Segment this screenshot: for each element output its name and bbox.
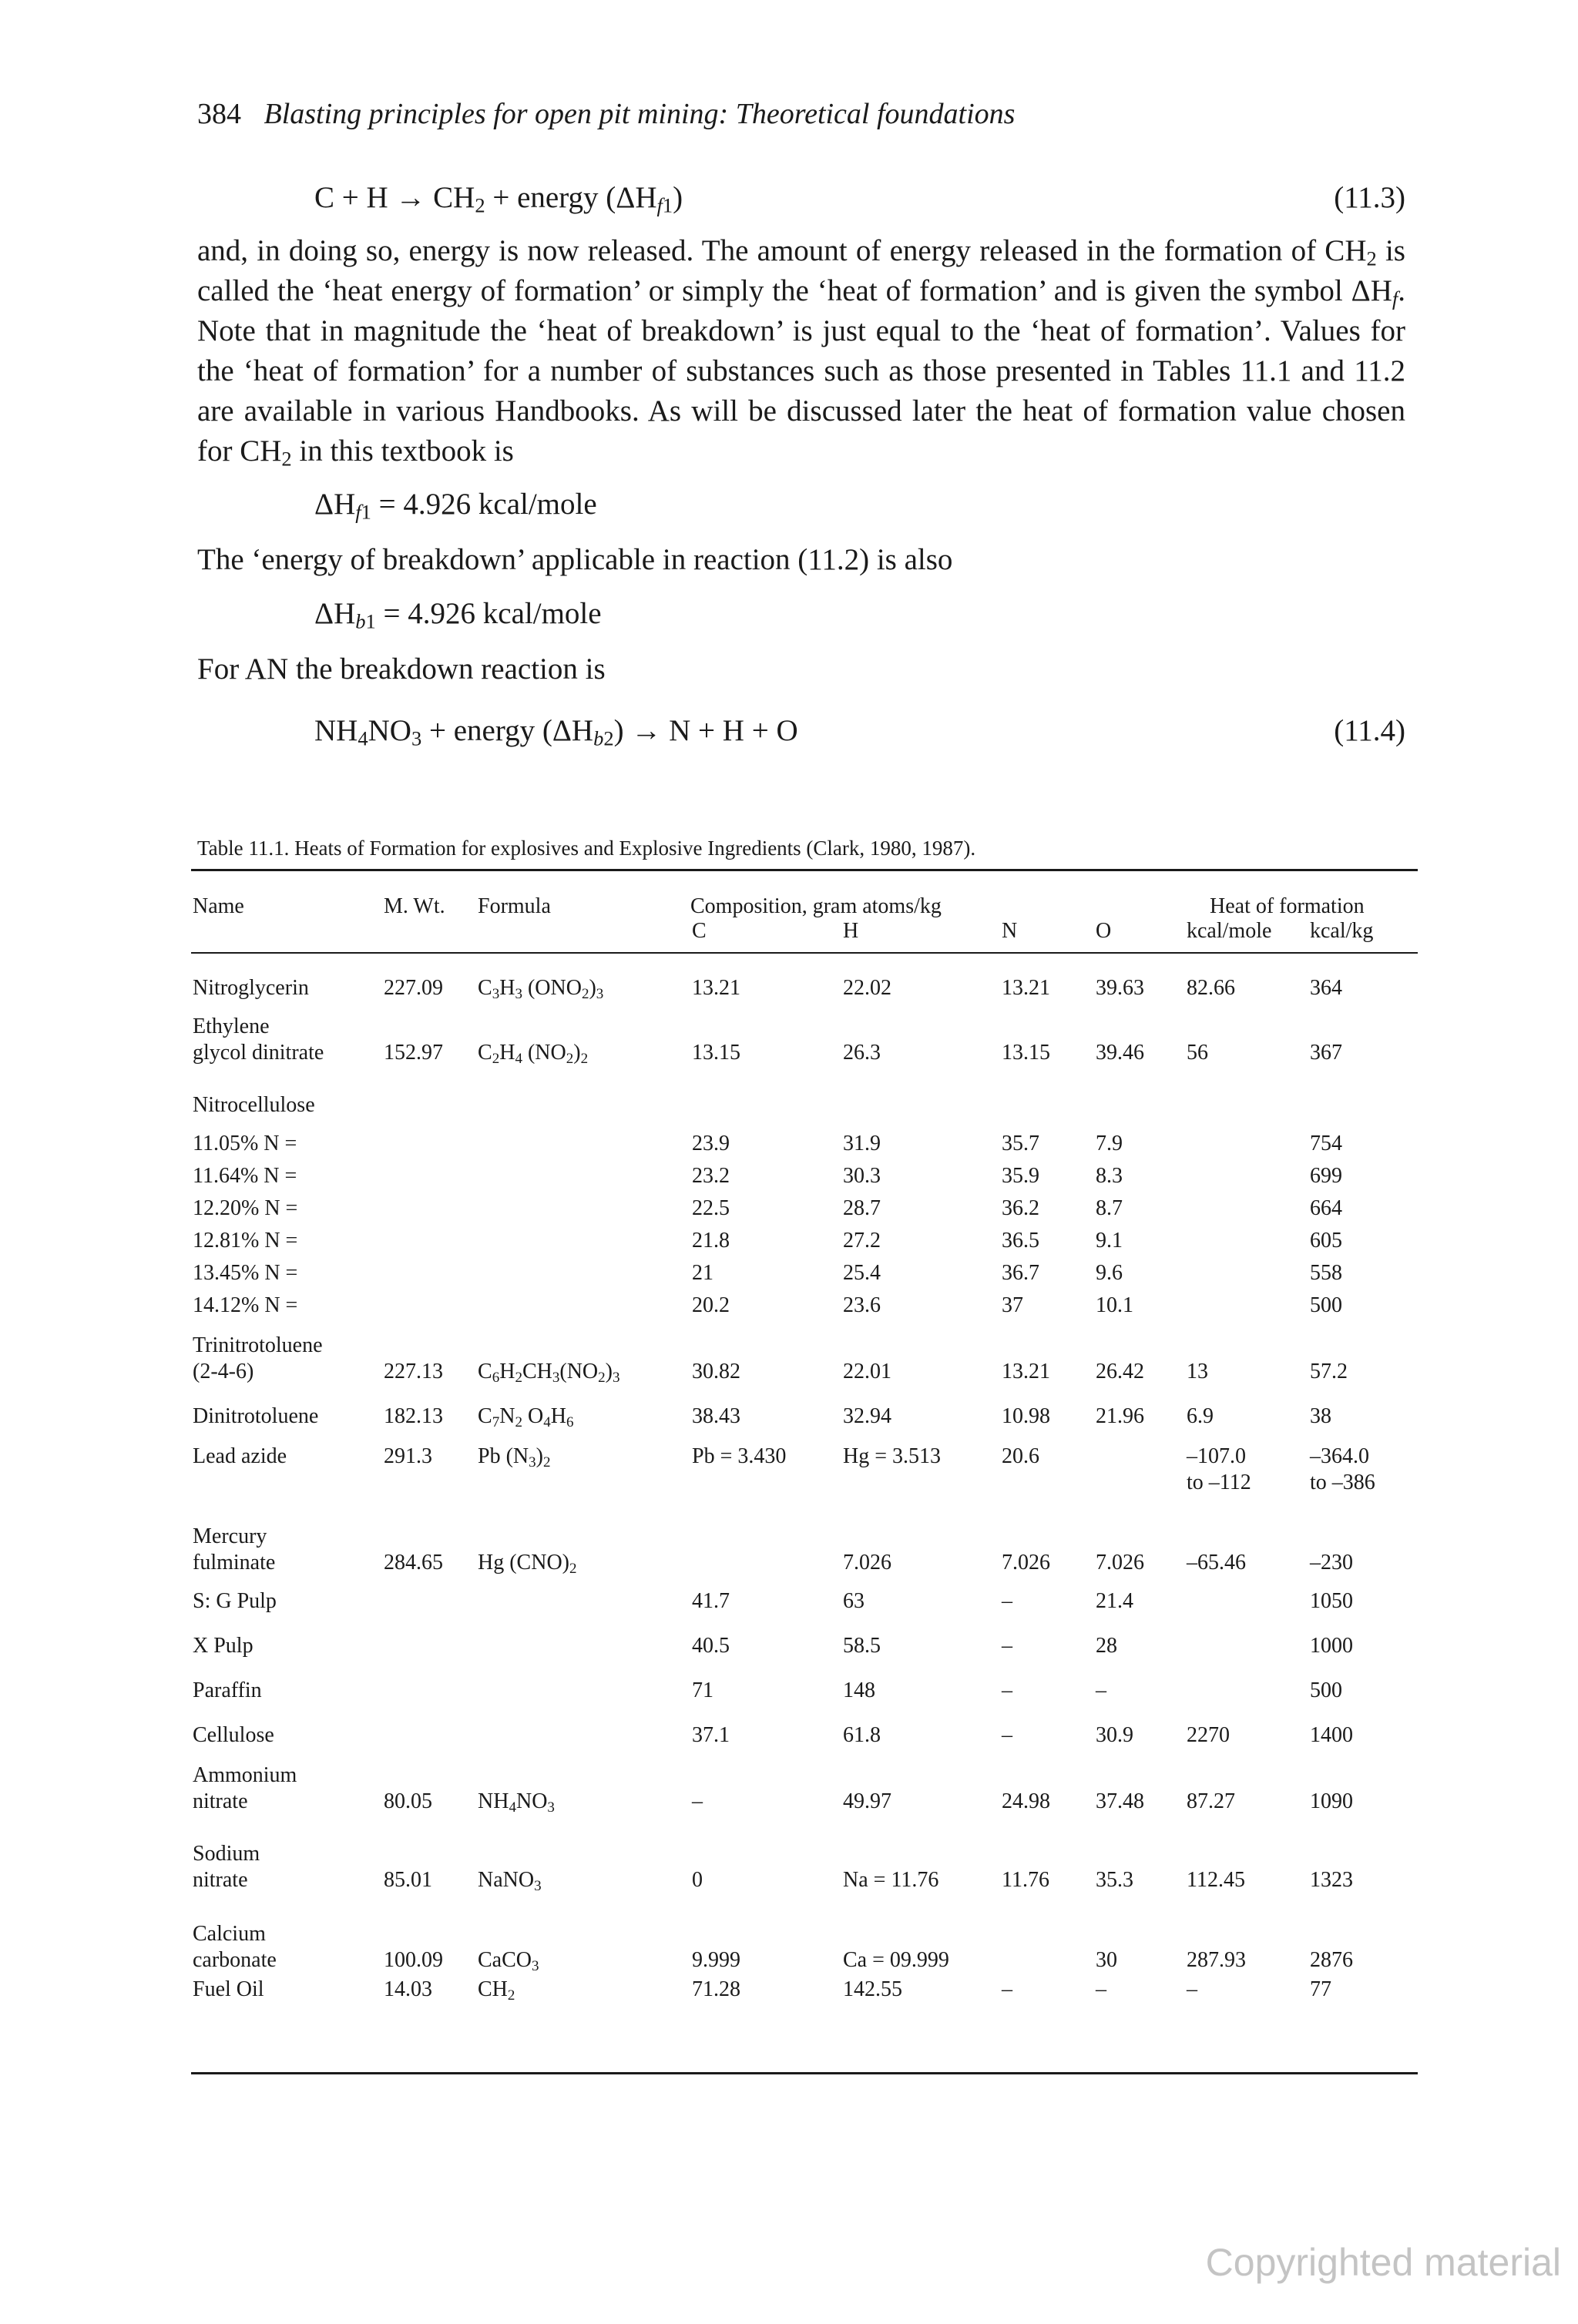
cell-h: 49.97	[843, 1789, 891, 1813]
cell-name: X Pulp	[193, 1634, 253, 1658]
cell-name: Calcium	[193, 1922, 266, 1946]
cell-name: 12.20% N =	[193, 1196, 298, 1220]
cell-name: Ammonium	[193, 1763, 297, 1787]
cell-mwt: 284.65	[384, 1551, 443, 1574]
cell-h: 61.8	[843, 1723, 881, 1747]
equation-heat-of-formation: $\Delta H_{f1} = 4.926$ kcal/mole	[314, 488, 597, 524]
cell-kkg: 57.2	[1310, 1360, 1348, 1383]
cell-n: 20.6	[1002, 1444, 1039, 1468]
cell-o: 9.1	[1096, 1229, 1123, 1253]
cell-formula: Pb $(N_3)_2$	[478, 1444, 551, 1471]
header-c: C	[692, 919, 707, 943]
header-heat-of-formation: Heat of formation	[1210, 894, 1365, 918]
cell-kmol: 112.45	[1187, 1868, 1245, 1892]
cell-formula: CaCO$_3$	[478, 1948, 539, 1974]
cell-h: 22.02	[843, 976, 891, 1000]
cell-kkg: 367	[1310, 1041, 1342, 1065]
cell-mwt: 100.09	[384, 1948, 443, 1972]
cell-o: 30	[1096, 1948, 1117, 1972]
cell-h: 22.01	[843, 1360, 891, 1383]
cell-h: 23.6	[843, 1293, 881, 1317]
cell-o: 7.026	[1096, 1551, 1144, 1574]
cell-c: 37.1	[692, 1723, 730, 1747]
cell-mwt: 227.13	[384, 1360, 443, 1383]
cell-c: 41.7	[692, 1589, 730, 1613]
cell-name: 13.45% N =	[193, 1261, 298, 1285]
cell-formula: $C_7N_2$ $O_4H_6$	[478, 1404, 574, 1430]
body-paragraph: and, in doing so, energy is now released. The amount of energy released in the formation of $CH_2$ is called the ‘heat energy of formation’ or simply the ‘heat of formation’ and is given the symbol $\Delta H_f$. Note that in magnitude the ‘heat of breakdown’ is just equal to the ‘heat of formation’. Values for the ‘heat of formation’ for a number of substances such as those presented in Tables 11.1 and 11.2 are available in various Handbooks. As will be discussed later the heat of formation value chosen for $CH_2$ in this textbook is	[197, 234, 1405, 471]
cell-n: 35.7	[1002, 1132, 1039, 1155]
cell-n: 7.026	[1002, 1551, 1050, 1574]
cell-kkg: 77	[1310, 1977, 1331, 2001]
cell-c: 71	[692, 1678, 713, 1702]
cell-o: 37.48	[1096, 1789, 1144, 1813]
cell-name: Fuel Oil	[193, 1977, 264, 2001]
cell-o: 9.6	[1096, 1261, 1123, 1285]
header-composition: Composition, gram atoms/kg	[690, 894, 942, 918]
cell-n: 13.15	[1002, 1041, 1050, 1065]
cell-name: 11.05% N =	[193, 1132, 297, 1155]
cell-o: 26.42	[1096, 1360, 1144, 1383]
cell-n: –	[1002, 1589, 1012, 1613]
cell-o: 30.9	[1096, 1723, 1133, 1747]
cell-n: –	[1002, 1977, 1012, 2001]
equation-11-3-label: (11.3)	[1334, 181, 1405, 214]
cell-c: 71.28	[692, 1977, 740, 2001]
cell-name: Mercury	[193, 1524, 267, 1548]
header-formula: Formula	[478, 894, 551, 918]
equation-11-4-label: (11.4)	[1334, 714, 1405, 747]
cell-kkg: 605	[1310, 1229, 1342, 1253]
cell-name: Lead azide	[193, 1444, 287, 1468]
cell-kkg: 1090	[1310, 1789, 1353, 1813]
cell-c: 13.21	[692, 976, 740, 1000]
table-caption: Table 11.1. Heats of Formation for explosives and Explosive Ingredients (Clark, 1980, 1987).	[197, 837, 976, 860]
cell-kkg: to –386	[1310, 1471, 1375, 1494]
cell-n: 37	[1002, 1293, 1023, 1317]
cell-n: –	[1002, 1723, 1012, 1747]
cell-h: 25.4	[843, 1261, 881, 1285]
cell-o: 10.1	[1096, 1293, 1133, 1317]
cell-n: 13.21	[1002, 976, 1050, 1000]
cell-kmol: –107.0	[1187, 1444, 1246, 1468]
cell-kkg: –364.0	[1310, 1444, 1369, 1468]
header-mwt: M. Wt.	[384, 894, 445, 918]
cell-n: 11.76	[1002, 1868, 1049, 1892]
cell-kkg: 754	[1310, 1132, 1342, 1155]
cell-n: 35.9	[1002, 1164, 1039, 1188]
cell-c: 22.5	[692, 1196, 730, 1220]
cell-kkg: 699	[1310, 1164, 1342, 1188]
cell-c: 38.43	[692, 1404, 740, 1428]
cell-h: Ca = 09.999	[843, 1948, 949, 1972]
cell-h: 26.3	[843, 1041, 881, 1065]
cell-formula: $C_6H_2CH_3(NO_2)_3$	[478, 1360, 620, 1386]
cell-kkg: 500	[1310, 1293, 1342, 1317]
cell-n: 24.98	[1002, 1789, 1050, 1813]
cell-formula: $NH_4NO_3$	[478, 1789, 555, 1816]
cell-formula: Hg $(CNO)_2$	[478, 1551, 577, 1577]
cell-h: 148	[843, 1678, 875, 1702]
cell-h: 32.94	[843, 1404, 891, 1428]
cell-c: 40.5	[692, 1634, 730, 1658]
cell-name: Cellulose	[193, 1723, 274, 1747]
cell-c: 21.8	[692, 1229, 730, 1253]
cell-o: 21.4	[1096, 1589, 1133, 1613]
cell-mwt: 182.13	[384, 1404, 443, 1428]
header-h: H	[843, 919, 859, 943]
cell-h: 31.9	[843, 1132, 881, 1155]
cell-name: 12.81% N =	[193, 1229, 298, 1253]
cell-c: 23.9	[692, 1132, 730, 1155]
cell-o: –	[1096, 1678, 1106, 1702]
watermark: Copyrighted material	[1205, 2241, 1561, 2284]
cell-h: Hg = 3.513	[843, 1444, 942, 1468]
cell-o: 35.3	[1096, 1868, 1133, 1892]
cell-name: Sodium	[193, 1842, 260, 1866]
cell-name: S: G Pulp	[193, 1589, 277, 1613]
equation-heat-of-breakdown: $\Delta H_{b1} = 4.926$ kcal/mole	[314, 597, 602, 633]
cell-h: Na = 11.76	[843, 1868, 939, 1892]
cell-o: 39.46	[1096, 1041, 1144, 1065]
cell-o: 39.63	[1096, 976, 1144, 1000]
cell-h: 7.026	[843, 1551, 891, 1574]
table-bottom-rule	[191, 2072, 1418, 2074]
header-kcal-mole: kcal/mole	[1187, 919, 1272, 943]
cell-name: glycol dinitrate	[193, 1041, 324, 1065]
cell-kkg: 558	[1310, 1261, 1342, 1285]
table-header-rule	[191, 952, 1418, 954]
cell-formula: $C_3H_3$ $(ONO_2)_3$	[478, 976, 604, 1002]
equation-11-3: $C + H \to CH_2$ + energy $(\Delta H_{f1})$	[314, 181, 683, 217]
cell-o: 7.9	[1096, 1132, 1123, 1155]
cell-mwt: 152.97	[384, 1041, 443, 1065]
cell-mwt: 80.05	[384, 1789, 432, 1813]
cell-kkg: 1323	[1310, 1868, 1353, 1892]
cell-c: 20.2	[692, 1293, 730, 1317]
cell-name: Paraffin	[193, 1678, 262, 1702]
cell-name: Nitrocellulose	[193, 1093, 315, 1117]
cell-formula: $C_2H_4$ $(NO_2)_2$	[478, 1041, 589, 1067]
cell-name: carbonate	[193, 1948, 277, 1972]
cell-formula: NaNO$_3$	[478, 1868, 542, 1894]
cell-name: 11.64% N =	[193, 1164, 297, 1188]
cell-name: Trinitrotoluene	[193, 1333, 323, 1357]
cell-name: (2-4-6)	[193, 1360, 254, 1383]
cell-n: –	[1002, 1634, 1012, 1658]
cell-kmol: 87.27	[1187, 1789, 1235, 1813]
text-energy-of-breakdown: The ‘energy of breakdown’ applicable in reaction (11.2) is also	[197, 543, 953, 576]
cell-mwt: 291.3	[384, 1444, 432, 1468]
cell-c: Pb = 3.430	[692, 1444, 787, 1468]
equation-11-4: $NH_4NO_3$ + energy $(\Delta H_{b2}) \to N + H + O$	[314, 714, 798, 750]
cell-kkg: 38	[1310, 1404, 1331, 1428]
cell-kmol: to –112	[1187, 1471, 1251, 1494]
cell-h: 27.2	[843, 1229, 881, 1253]
cell-c: 13.15	[692, 1041, 740, 1065]
cell-n: –	[1002, 1678, 1012, 1702]
cell-name: fulminate	[193, 1551, 276, 1574]
cell-o: 8.7	[1096, 1196, 1123, 1220]
text-an-breakdown: For AN the breakdown reaction is	[197, 652, 606, 686]
cell-h: 58.5	[843, 1634, 881, 1658]
cell-kkg: –230	[1310, 1551, 1353, 1574]
cell-n: 36.7	[1002, 1261, 1039, 1285]
cell-kmol: 6.9	[1187, 1404, 1214, 1428]
running-header	[197, 97, 1015, 131]
running-title: Blasting principles for open pit mining: Theoretical foundations	[264, 98, 1016, 130]
cell-mwt: 227.09	[384, 976, 443, 1000]
header-o: O	[1096, 919, 1112, 943]
table-top-rule	[191, 869, 1418, 871]
cell-name: Dinitrotoluene	[193, 1404, 319, 1428]
cell-n: 13.21	[1002, 1360, 1050, 1383]
cell-kmol: 2270	[1187, 1723, 1230, 1747]
cell-mwt: 85.01	[384, 1868, 432, 1892]
cell-h: 28.7	[843, 1196, 881, 1220]
cell-kmol: 287.93	[1187, 1948, 1246, 1972]
cell-kmol: 82.66	[1187, 976, 1235, 1000]
cell-c: 30.82	[692, 1360, 740, 1383]
header-kcal-kg: kcal/kg	[1310, 919, 1374, 943]
cell-kkg: 1050	[1310, 1589, 1353, 1613]
cell-kkg: 2876	[1310, 1948, 1353, 1972]
cell-kkg: 500	[1310, 1678, 1342, 1702]
cell-o: 28	[1096, 1634, 1117, 1658]
cell-n: 36.5	[1002, 1229, 1039, 1253]
cell-o: 21.96	[1096, 1404, 1144, 1428]
header-name: Name	[193, 894, 244, 918]
cell-c: –	[692, 1789, 703, 1813]
cell-o: 8.3	[1096, 1164, 1123, 1188]
cell-kkg: 1000	[1310, 1634, 1353, 1658]
cell-name: Ethylene	[193, 1014, 270, 1038]
cell-c: 9.999	[692, 1948, 740, 1972]
cell-c: 21	[692, 1261, 713, 1285]
page-number: 384	[197, 98, 241, 130]
cell-kmol: –65.46	[1187, 1551, 1246, 1574]
cell-h: 142.55	[843, 1977, 902, 2001]
cell-kkg: 664	[1310, 1196, 1342, 1220]
cell-c: 0	[692, 1868, 703, 1892]
cell-n: 10.98	[1002, 1404, 1050, 1428]
cell-n: 36.2	[1002, 1196, 1039, 1220]
cell-name: Nitroglycerin	[193, 976, 309, 1000]
cell-name: nitrate	[193, 1868, 248, 1892]
cell-kkg: 1400	[1310, 1723, 1353, 1747]
cell-kmol: 13	[1187, 1360, 1208, 1383]
cell-h: 63	[843, 1589, 865, 1613]
cell-name: nitrate	[193, 1789, 248, 1813]
cell-c: 23.2	[692, 1164, 730, 1188]
cell-o: –	[1096, 1977, 1106, 2001]
cell-kmol: –	[1187, 1977, 1197, 2001]
cell-name: 14.12% N =	[193, 1293, 298, 1317]
cell-h: 30.3	[843, 1164, 881, 1188]
cell-kmol: 56	[1187, 1041, 1208, 1065]
cell-kkg: 364	[1310, 976, 1342, 1000]
cell-mwt: 14.03	[384, 1977, 432, 2001]
header-n: N	[1002, 919, 1018, 943]
cell-formula: $CH_2$	[478, 1977, 515, 2004]
